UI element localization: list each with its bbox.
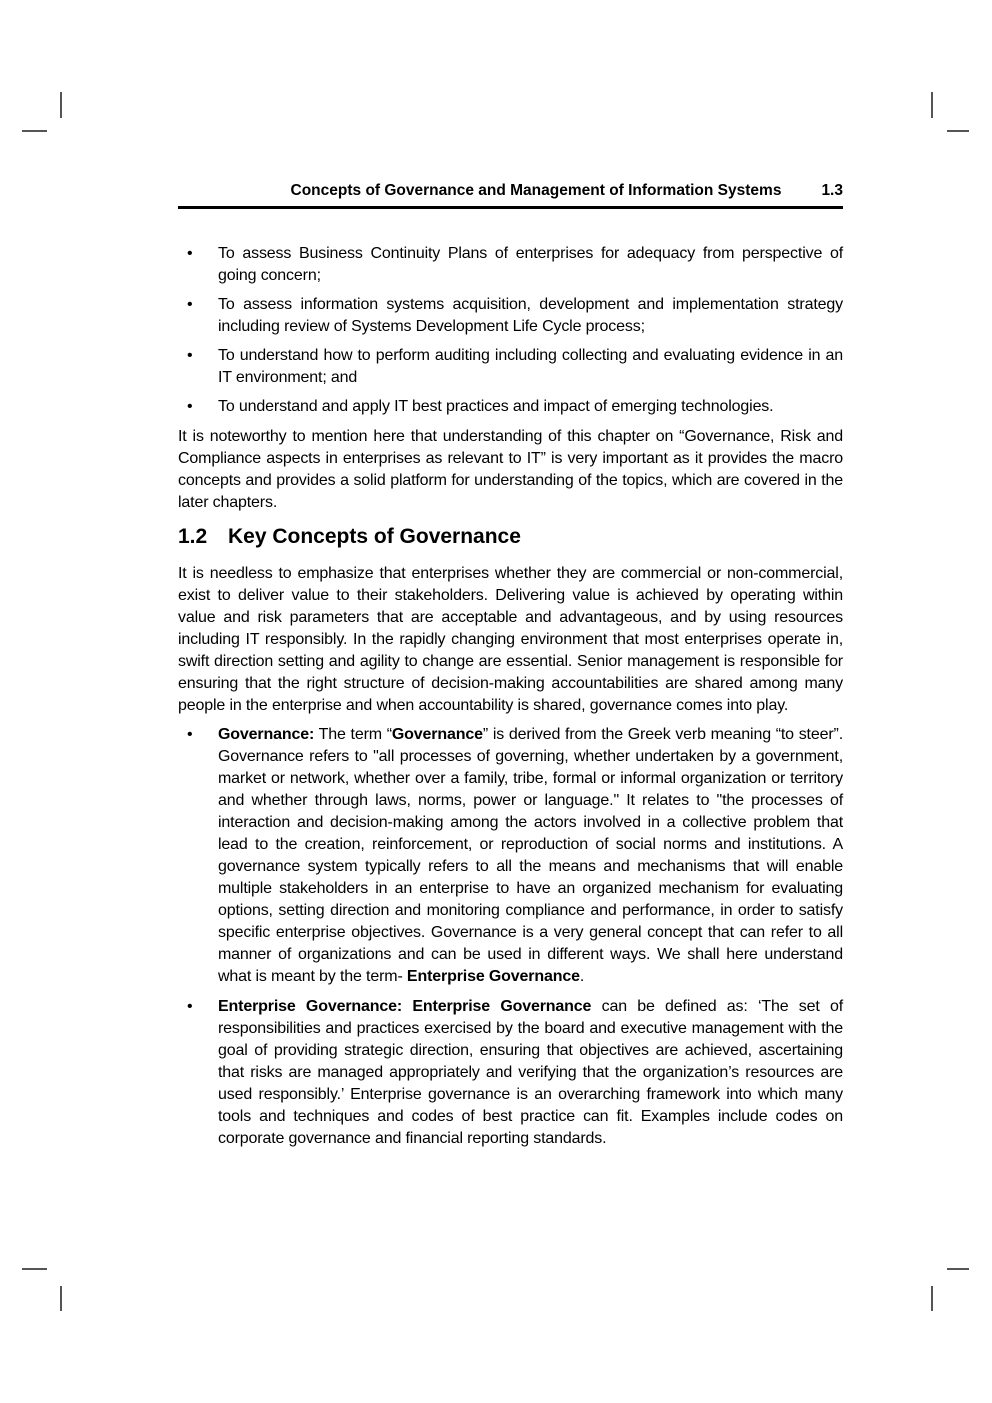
section-number: 1.2 [178, 525, 208, 548]
crop-mark-bottom-right-vertical [931, 1286, 933, 1311]
objectives-list [178, 243, 843, 418]
bullet-icon: • [187, 245, 193, 262]
page-content [178, 181, 843, 1158]
bold-text-run: Enterprise Governance: Enterprise Governance [218, 998, 592, 1015]
text-run: can be defined as: ‘The set of responsibilities and practices exercised by the board and executive management with the goal of providing strategic direction, ensuring that objectives are achieved, ascertaining that risks are managed appropriately and verifying that the organization’s resources are used responsibly.’ Enterprise governance is an overarching framework into which many tools and techniques and codes of best practice can fit. Examples include codes on corporate governance and financial reporting standards. [218, 998, 843, 1147]
bold-text-run: Governance: [218, 726, 315, 743]
list-item-enterprise-governance [178, 996, 843, 1150]
bullet-icon: • [187, 726, 193, 743]
section-title: Key Concepts of Governance [228, 525, 521, 548]
crop-mark-top-right-horizontal [947, 130, 969, 132]
bullet-icon: • [187, 296, 193, 313]
crop-mark-bottom-left-vertical [60, 1286, 62, 1311]
text-run: To understand how to perform auditing including collecting and evaluating evidence in an IT environment; and [218, 347, 843, 386]
text-run: To understand and apply IT best practices and impact of emerging technologies. [218, 398, 774, 415]
list-item-text [218, 245, 843, 284]
section-intro-paragraph: It is needless to emphasize that enterprises whether they are commercial or non-commercial, exist to deliver value to their stakeholders. Delivering value is achieved by operating within value and risk parameters that are acceptable and advantageous, and by using resources including IT responsibly. In the rapidly changing environment that most enterprises operate in, swift direction setting and agility to change are essential. Senior management is responsible for ensuring that the right structure of decision-making accountabilities are shared among many people in the enterprise and when accountability is shared, governance comes into play. [178, 565, 843, 714]
text-run: The term “ [314, 726, 392, 743]
crop-mark-top-left-horizontal [22, 130, 47, 132]
text-run: To assess information systems acquisition, development and implementation strategy including review of Systems Development Life Cycle process; [218, 296, 843, 335]
crop-mark-bottom-left-horizontal [22, 1268, 47, 1270]
list-item-text [218, 998, 843, 1147]
bullet-icon: • [187, 398, 193, 415]
running-header-title: Concepts of Governance and Management of Information Systems [290, 182, 782, 199]
list-item-text [218, 726, 843, 985]
section-heading [178, 525, 843, 549]
header-rule [178, 206, 843, 209]
list-item-text [218, 296, 843, 335]
bold-text-run: Governance [391, 726, 483, 743]
intro-paragraph: It is noteworthy to mention here that understanding of this chapter on “Governance, Risk and Compliance aspects in enterprises as relevant to IT” is very important as it provides the macro concepts and provides a solid platform for understanding of the topics, which are covered in the later chapters. [178, 428, 843, 511]
crop-mark-top-left-vertical [60, 92, 62, 118]
crop-mark-top-right-vertical [931, 92, 933, 118]
key-concepts-list [178, 724, 843, 1150]
crop-mark-bottom-right-horizontal [947, 1268, 969, 1270]
text-run: ” is derived from the Greek verb meaning “to steer”. Governance refers to "all processes of governing, whether undertaken by a government, market or network, whether over a family, tribe, formal or informal organization or territory and whether through laws, norms, power or language." It relates to "the processes of interaction and decision-making among the actors involved in a collective problem that lead to the creation, reinforcement, or reproduction of social norms and institutions. A governance system typically refers to all the means and mechanisms that will enable multiple stakeholders in an enterprise to have an organized mechanism for evaluating options, setting direction and monitoring compliance and performance, in order to satisfy specific enterprise objectives. Governance is a very general concept that can refer to all manner of organizations and can be used in different ways. We shall here understand what is meant by the term- [218, 726, 843, 985]
list-item-objective [178, 396, 843, 418]
list-item-objective [178, 345, 843, 389]
text-run: To assess Business Continuity Plans of enterprises for adequacy from perspective of going concern; [218, 245, 843, 284]
list-item-text [218, 347, 843, 386]
bullet-icon: • [187, 347, 193, 364]
bullet-icon: • [187, 998, 193, 1015]
list-item-objective [178, 243, 843, 287]
list-item-objective [178, 294, 843, 338]
list-item-governance [178, 724, 843, 988]
list-item-text [218, 398, 773, 415]
page-number: 1.3 [821, 182, 843, 199]
running-header [178, 181, 843, 201]
bold-text-run: Enterprise Governance [406, 968, 580, 985]
text-run: . [579, 968, 585, 985]
